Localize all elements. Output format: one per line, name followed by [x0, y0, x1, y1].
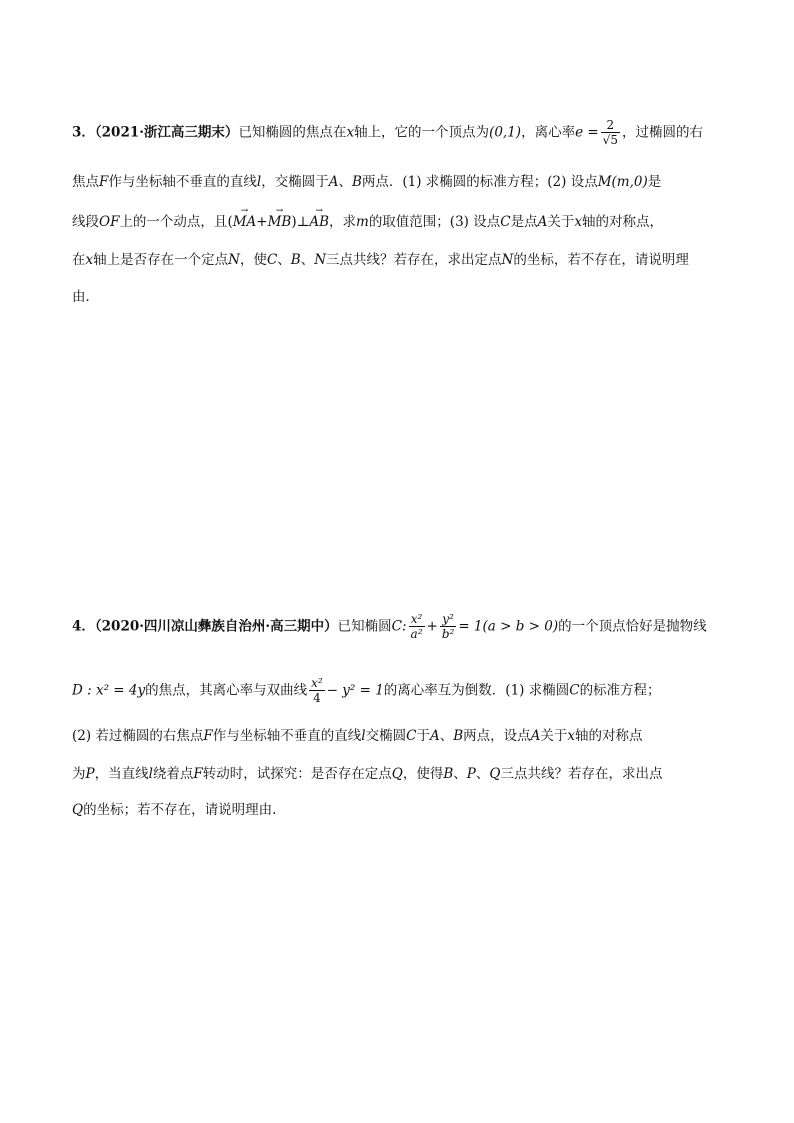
p3-line-2: 焦点F作与坐标轴不垂直的直线l，交椭圆于A、B两点．(1) 求椭圆的标准方程；(2) 设点M(m,0)是 — [72, 174, 662, 190]
p3-source: （2021·浙江高三期末） — [94, 124, 239, 141]
y-over-b-fraction: $\frac{\text{y²}}{\text{b²}}$ — [441, 612, 455, 641]
vector-mb: → MB — [268, 212, 292, 232]
p3-number: 3． — [72, 124, 95, 141]
vector-ab: → AB — [309, 212, 329, 232]
p4-line-1: 4．（2020·四川凉山彝族自治州·高三期中）已知椭圆C: $\frac{\text{x²}}{\text{a²}}$ + $\frac{\text{y²}}{\text{b²}}$ = 1(a > b > 0)的一个顶点恰好是抛物线 — [72, 612, 707, 641]
p4-line-5: Q的坐标；若不存在，请说明理由. — [72, 802, 277, 818]
p3-line-4: 在x轴上是否存在一个定点N，使C、B、N三点共线？若存在，求出定点N的坐标，若不存在，请说明理 — [72, 252, 689, 268]
p4-line-4: 为P，当直线l绕着点F转动时，试探究：是否存在定点Q，使得B、P、Q三点共线？若存在，求出点 — [72, 766, 663, 782]
hyperbola-fraction: $\frac{\text{x²}}{4}$ — [311, 676, 323, 705]
eccentricity-fraction: $\frac{2}{√5}$ — [602, 118, 618, 147]
p3-line-5: 由． — [72, 289, 99, 305]
p4-line-2: D : x² = 4y的焦点，其离心率与双曲线 $\frac{\text{x²}}{4}$ − y² = 1的离心率互为倒数．(1) 求椭圆C的标准方程； — [72, 676, 661, 705]
vector-ma: → MA — [233, 212, 257, 232]
p3-line-1: 3．（2021·浙江高三期末）已知椭圆的焦点在x轴上，它的一个顶点为(0,1)，离心率e = $\frac{2}{√5}$ ，过椭圆的右 — [72, 118, 703, 147]
p4-line-3: (2) 若过椭圆的右焦点F作与坐标轴不垂直的直线l交椭圆C于A、B两点，设点A关于x轴的对称点 — [72, 728, 643, 744]
p4-source: （2020·四川凉山彝族自治州·高三期中） — [94, 618, 338, 635]
p4-number: 4． — [72, 618, 95, 635]
p3-line-3: 线段OF上的一个动点，且(→ MA+→ MB)⊥→ AB，求m的取值范围；(3) 设点C是点A关于x轴的对称点， — [72, 212, 663, 232]
x-over-a-fraction: $\frac{\text{x²}}{\text{a²}}$ — [410, 612, 423, 641]
